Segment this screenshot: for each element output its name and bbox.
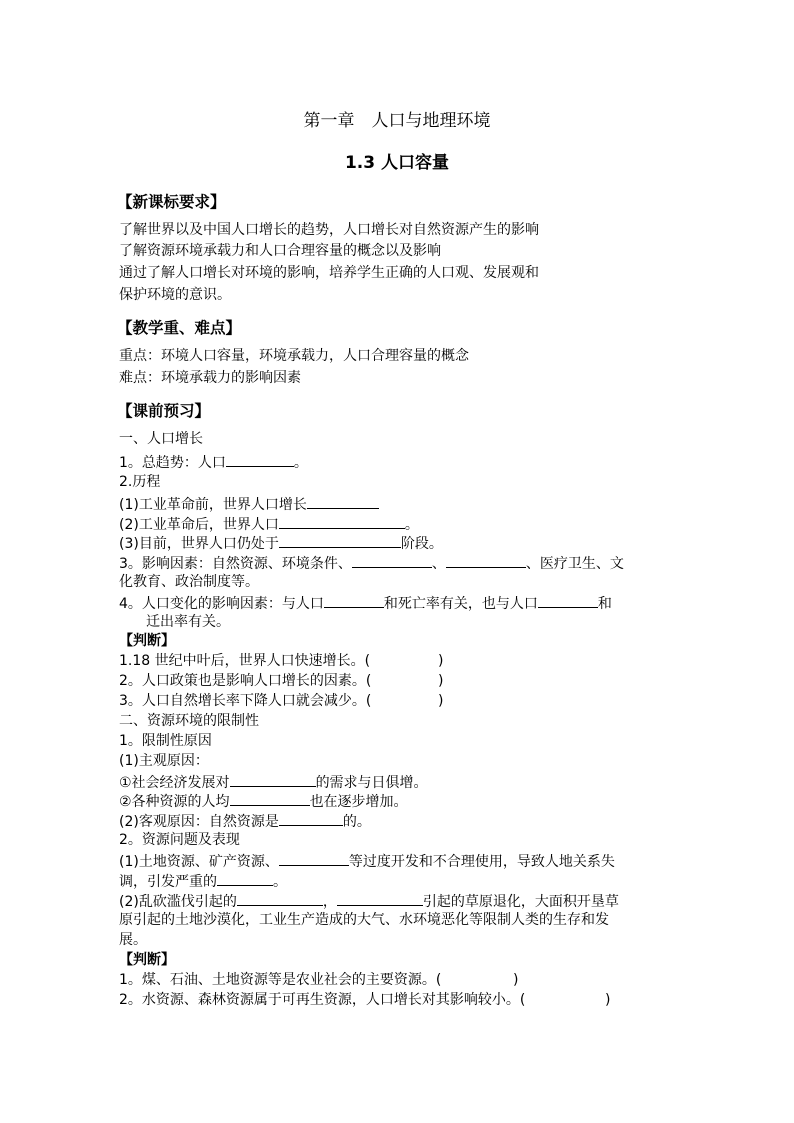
r1a1-line: ①社会经济发展对 的需求与日俱增。 [119, 772, 428, 793]
r2b-line: (2)乱砍滥伐引起的 ， 引起的草原退化，大面积开垦草 [119, 891, 619, 912]
q2c-line: (3)目前，世界人口仍处于 阶段。 [119, 533, 443, 554]
r2a-line: (1)土地资源、矿产资源、 等过度开发和不合理使用，导致人地关系失 [119, 851, 615, 872]
r2b-line-3: 展。 [119, 932, 147, 948]
r2a-blank[interactable] [279, 851, 349, 866]
q3-blank-1[interactable] [352, 553, 432, 568]
q2b-line: (2)工业革命后，世界人口 。 [119, 514, 419, 535]
judge1-item-3: 3。人口自然增长率下降人口就会减少。( ) [119, 693, 444, 709]
curriculum-line-1: 了解世界以及中国人口增长的趋势，人口增长对自然资源产生的影响 [119, 222, 539, 238]
judge1-item-2: 2。人口政策也是影响人口增长的因素。( ) [119, 673, 444, 689]
q1-line: 1。总趋势：人口 。 [119, 452, 308, 473]
difficulty-point: 难点：环境承载力的影响因素 [119, 370, 301, 386]
part2-title: 二、资源环境的限制性 [119, 713, 259, 729]
q1-blank[interactable] [226, 452, 294, 467]
q2a-blank[interactable] [307, 494, 379, 509]
part1-title: 一、人口增长 [119, 431, 203, 447]
r1b-blank[interactable] [279, 811, 343, 826]
q3-blank-2[interactable] [446, 553, 526, 568]
q4-line-2: 迁出率有关。 [146, 614, 230, 630]
r2a-line-2: 调，引发严重的 。 [119, 871, 287, 892]
r1a-title: (1)主观原因： [119, 753, 209, 769]
q2a-line: (1)工业革命前，世界人口增长 [119, 494, 379, 515]
r2b-line-2: 原引起的土地沙漠化，工业生产造成的大气、水环境恶化等限制人类的生存和发 [119, 912, 609, 928]
judge2-heading: 【判断】 [119, 952, 175, 968]
judge1-item-1: 1.18 世纪中叶后，世界人口快速增长。( ) [119, 653, 444, 669]
r2-title: 2。资源问题及表现 [119, 832, 240, 848]
q2b-blank[interactable] [279, 514, 405, 529]
judge1-heading: 【判断】 [119, 633, 175, 649]
r1b-line: (2)客观原因：自然资源是 的。 [119, 811, 371, 832]
section-title: 1.3 人口容量 [344, 153, 450, 173]
curriculum-line-4: 保护环境的意识。 [119, 287, 231, 303]
judge2-item-2: 2。水资源、森林资源属于可再生资源，人口增长对其影响较小。( ) [119, 992, 611, 1008]
chapter-title: 第一章 人口与地理环境 [303, 111, 491, 131]
r2b-blank-2[interactable] [337, 891, 423, 906]
curriculum-heading: 【新课标要求】 [117, 193, 226, 211]
q2-title: 2.历程 [119, 474, 161, 490]
focus-heading: 【教学重、难点】 [117, 319, 242, 337]
r1-title: 1。限制性原因 [119, 733, 212, 749]
r2b-blank-1[interactable] [237, 891, 323, 906]
q4-blank-1[interactable] [324, 593, 384, 608]
q2c-blank[interactable] [279, 533, 401, 548]
judge2-item-1: 1。煤、石油、土地资源等是农业社会的主要资源。( ) [119, 972, 519, 988]
q4-blank-2[interactable] [538, 593, 598, 608]
curriculum-line-2: 了解资源环境承载力和人口合理容量的概念以及影响 [119, 243, 441, 259]
r1a1-blank[interactable] [230, 772, 316, 787]
preview-heading: 【课前预习】 [117, 402, 211, 420]
key-point: 重点：环境人口容量，环境承载力，人口合理容量的概念 [119, 348, 469, 364]
r2a-blank-2[interactable] [217, 871, 273, 886]
q4-line: 4。人口变化的影响因素：与人口 和死亡率有关，也与人口 和 [119, 593, 612, 614]
q3-line-2: 化教育、政治制度等。 [119, 574, 259, 590]
q3-line: 3。影响因素：自然资源、环境条件、 、 、医疗卫生、文 [119, 553, 624, 574]
r1a2-line: ②各种资源的人均 也在逐步增加。 [119, 791, 408, 812]
curriculum-line-3: 通过了解人口增长对环境的影响，培养学生正确的人口观、发展观和 [119, 265, 539, 281]
r1a2-blank[interactable] [230, 791, 310, 806]
